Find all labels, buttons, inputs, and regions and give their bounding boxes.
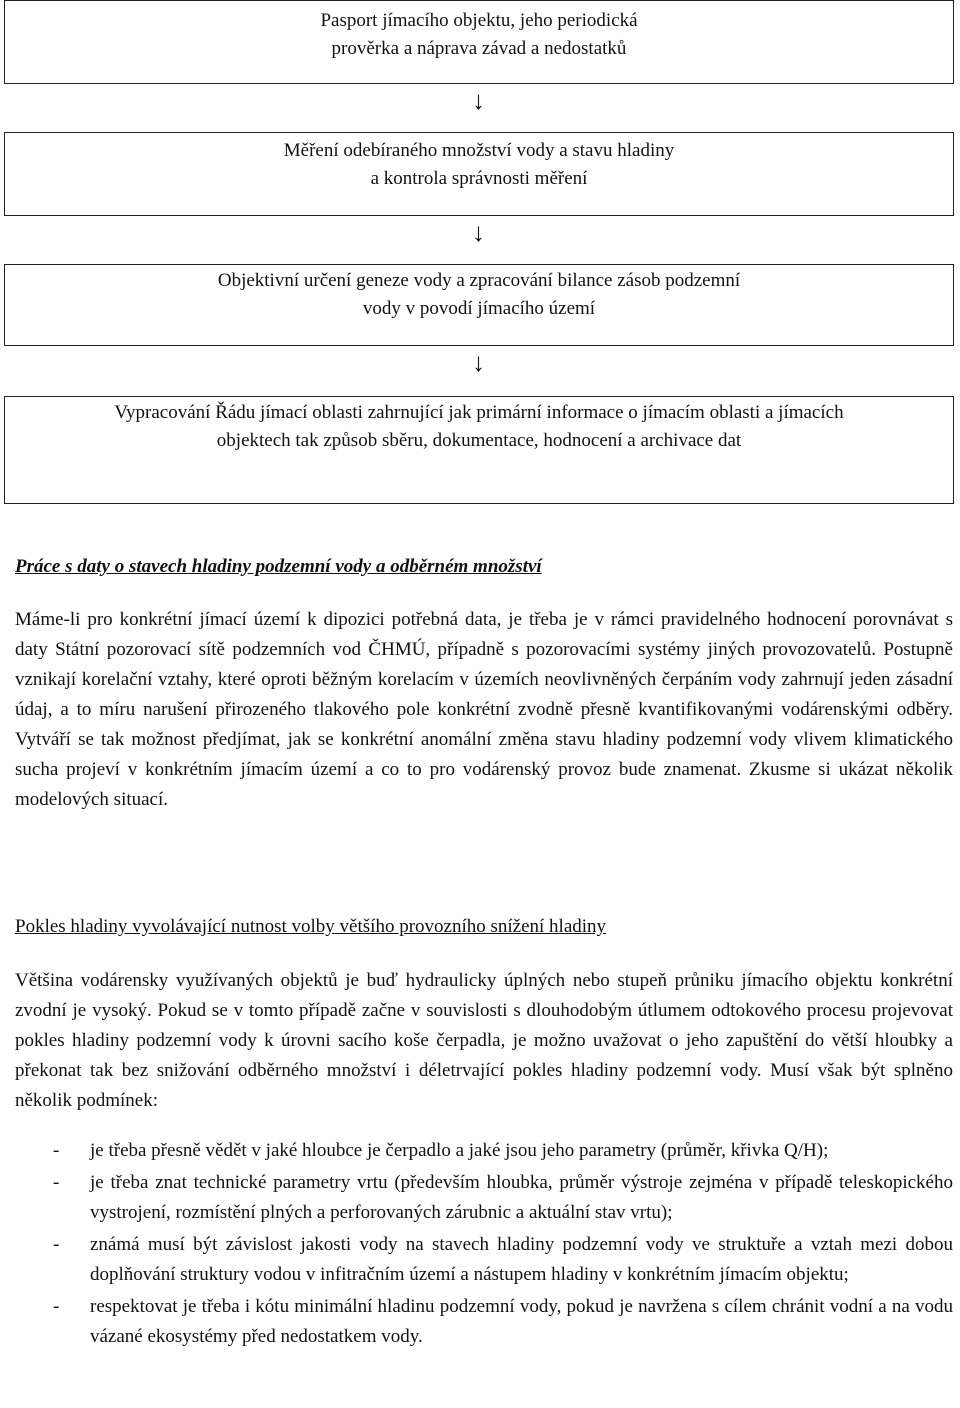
flow-box-1-line-2: prověrka a náprava závad a nedostatků	[331, 38, 627, 59]
list-item	[15, 1136, 953, 1166]
list-item-text: známá musí být závislost jakosti vody na stavech hladiny podzemní vody ve struktuře a vztah mezi dobou doplňování struktury vodou v infitračním území a nástupem hladiny v konkrétním jímacím objektu;	[90, 1234, 953, 1285]
flow-box-1	[4, 0, 954, 84]
flow-box-2	[4, 132, 954, 216]
section-paragraph-data-work: Máme-li pro konkrétní jímací území k dipozici potřebná data, je třeba je v rámci pravidelného hodnocení porovnávat s daty Státní pozorovací sítě podzemních vod ČHMÚ, případně s pozorovacími systémy jiných provozovatelů. Postupně vznikají korelační vztahy, které oproti běžným korelacím v územích neovlivněných čerpáním vody zahrnují jeden zásadní údaj, a to míru narušení přirozeného tlakového pole konkrétní zvodně přesně kvantifikovanými vodárenskými odběry. Vytváří se tak možnost předjímat, jak se konkrétní anomální změna stavu hladiny podzemní vody vlivem klimatického sucha projeví v konkrétním jímacím území a co to pro vodárenský provoz bude znamenat. Zkusme si ukázat několik modelových situací.	[15, 609, 953, 810]
list-item	[15, 1230, 953, 1290]
list-item-text: je třeba znat technické parametry vrtu (především hloubka, průměr výstroje zejména v případě teleskopického vystrojení, rozmístění plných a perforovaných zárubnic a aktuální stav vrtu);	[90, 1172, 953, 1223]
section-heading-data-work: Práce s daty o stavech hladiny podzemní vody a odběrném množství	[15, 556, 542, 577]
dash-bullet: -	[53, 1234, 60, 1255]
list-item-text: respektovat je třeba i kótu minimální hladinu podzemní vody, pokud je navržena s cílem chránit vodní a na vodu vázané ekosystémy před nedostatkem vody.	[90, 1296, 953, 1347]
conditions-list	[15, 1136, 953, 1354]
down-arrow-icon: ↓	[472, 218, 485, 247]
flow-box-4-line-1: Vypracování Řádu jímací oblasti zahrnující jak primární informace o jímacím oblasti a jímacích	[114, 402, 844, 423]
flow-box-1-line-1: Pasport jímacího objektu, jeho periodická	[320, 10, 638, 31]
flow-box-3	[4, 264, 954, 346]
down-arrow-icon: ↓	[472, 348, 485, 377]
list-item-text: je třeba přesně vědět v jaké hloubce je čerpadlo a jaké jsou jeho parametry (průměr, křivka Q/H);	[90, 1140, 829, 1161]
flow-box-3-line-2: vody v povodí jímacího území	[362, 298, 596, 319]
flow-box-4	[4, 396, 954, 504]
list-item	[15, 1292, 953, 1352]
flow-box-3-line-1: Objektivní určení geneze vody a zpracování bilance zásob podzemní	[217, 270, 741, 291]
flow-box-4-line-2: objektech tak způsob sběru, dokumentace, hodnocení a archivace dat	[216, 430, 742, 451]
flow-box-2-line-2: a kontrola správnosti měření	[370, 168, 588, 189]
flow-box-2-line-1: Měření odebíraného množství vody a stavu hladiny	[283, 140, 675, 161]
dash-bullet: -	[53, 1296, 60, 1317]
list-item	[15, 1168, 953, 1228]
down-arrow-icon: ↓	[472, 86, 485, 115]
dash-bullet: -	[53, 1172, 60, 1193]
section-paragraph-level-drop: Většina vodárensky využívaných objektů je buď hydraulicky úplných nebo stupeň průniku jímacího objektu konkrétní zvodní je vysoký. Pokud se v tomto případě začne v souvislosti s dlouhodobým útlumem odtokového procesu projevovat pokles hladiny podzemní vody k úrovni sacího koše čerpadla, je možno uvažovat o jeho zapuštění do větší hloubky a překonat tak bez snižování odběrného množství i déletrvající pokles hladiny podzemní vody. Musí však být splněno několik podmínek:	[15, 970, 953, 1111]
dash-bullet: -	[53, 1140, 60, 1161]
section-heading-level-drop: Pokles hladiny vyvolávající nutnost volby většího provozního snížení hladiny	[15, 916, 607, 937]
